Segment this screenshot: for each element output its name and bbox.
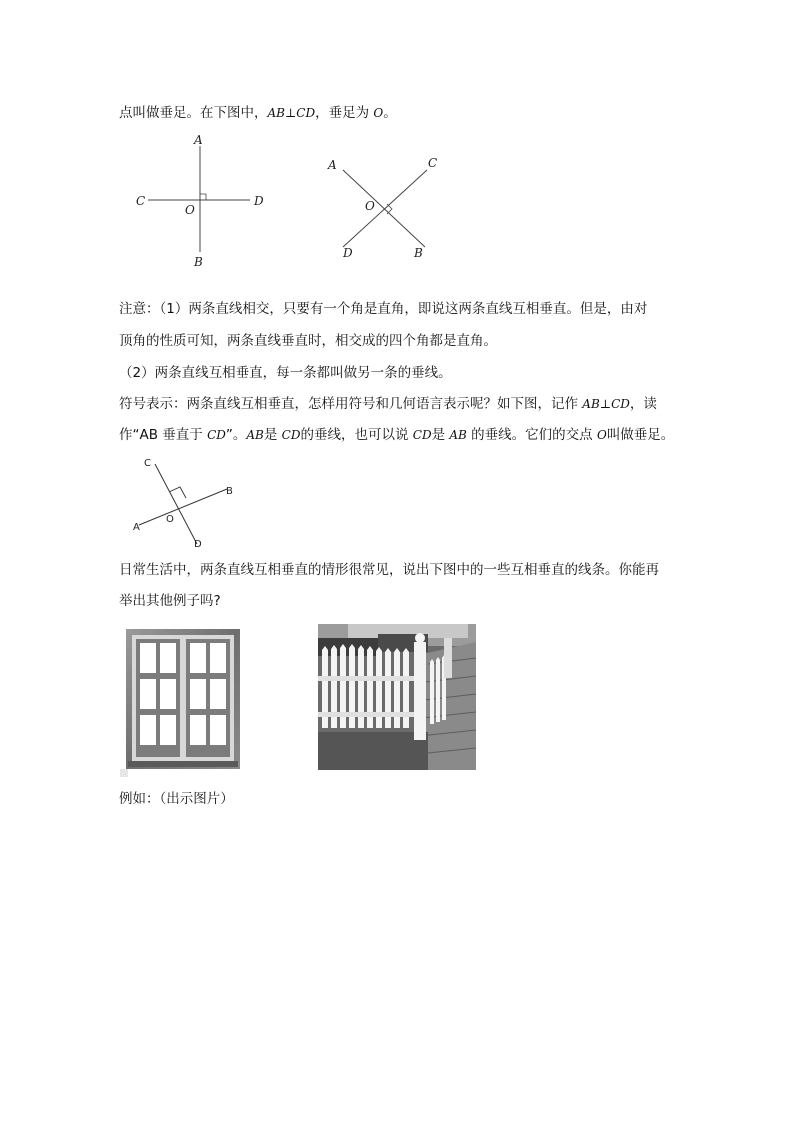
symbol-cd-2: CD — [281, 428, 301, 442]
symbol-cd-3: CD — [412, 428, 432, 442]
symbol-q2: ”。 — [225, 427, 247, 443]
fig1-label-b: B — [194, 255, 203, 269]
fig1-label-d: D — [254, 194, 264, 208]
fig1-label-o: O — [185, 203, 195, 217]
symbol-q4: 的垂线，也可以说 — [300, 427, 413, 443]
intro-text-mid: ，垂足为 — [315, 105, 374, 121]
fig3-label-b: B — [226, 486, 233, 497]
intro-text: 点叫做垂足。在下图中， — [119, 105, 268, 121]
symbol-line-1 — [119, 394, 657, 414]
figure-perpendicular-cross — [130, 132, 280, 272]
figure-perpendicular-diagonal — [325, 152, 445, 267]
intro-text-end: 。 — [383, 105, 397, 121]
symbol-q1: 作“AB 垂直于 — [119, 427, 208, 443]
note-line-1: 注意：（1）两条直线相交，只要有一个角是直角，即说这两条直线互相垂直。但是，由对 — [119, 301, 648, 317]
note-line-3: （2）两条直线互相垂直，每一条都叫做另一条的垂线。 — [119, 365, 452, 381]
fig2-label-c: C — [428, 156, 438, 170]
note-line-2: 顶角的性质可知，两条直线垂直时，相交成的四个角都是直角。 — [119, 333, 497, 349]
figure-perpendicular-slanted — [128, 452, 248, 557]
daily-line-1: 日常生活中，两条直线互相垂直的情形很常见，说出下图中的一些互相垂直的线条。你能再 — [119, 562, 659, 578]
window-photo — [120, 625, 244, 777]
symbol-q6: 的垂线。它们的交点 — [466, 427, 597, 443]
fig2-label-b: B — [414, 246, 423, 260]
fig3-label-d: D — [194, 539, 202, 550]
symbol-line-2 — [119, 425, 674, 445]
fig3-label-c: C — [144, 458, 151, 469]
fig2-label-o: O — [365, 199, 375, 213]
symbol-ab-1: AB — [246, 428, 264, 442]
fig3-label-a: A — [133, 522, 140, 533]
fig1-label-a: A — [194, 133, 203, 147]
intro-foot: O — [373, 106, 384, 120]
fig3-label-o: O — [166, 514, 174, 525]
symbol-ab-2: AB — [449, 428, 467, 442]
symbol-q5: 是 — [431, 427, 450, 443]
example-line: 例如：（出示图片） — [119, 791, 234, 807]
symbol-o: O — [596, 428, 607, 442]
intro-line — [119, 103, 397, 123]
fig1-label-c: C — [136, 194, 146, 208]
daily-line-2: 举出其他例子吗? — [119, 593, 221, 609]
symbol-q7: 叫做垂足。 — [606, 427, 675, 443]
symbol-text-1: 符号表示：两条直线互相垂直，怎样用符号和几何语言表示呢？如下图，记作 — [119, 396, 583, 412]
fig2-label-a: A — [328, 158, 337, 172]
symbol-q3: 是 — [263, 427, 282, 443]
symbol-relation: AB⊥CD — [582, 397, 630, 411]
fig2-label-d: D — [343, 246, 353, 260]
intro-relation: AB⊥CD — [267, 106, 316, 120]
symbol-text-2: ，读 — [629, 396, 657, 412]
symbol-cd-1: CD — [207, 428, 226, 442]
fence-photo — [318, 624, 476, 770]
